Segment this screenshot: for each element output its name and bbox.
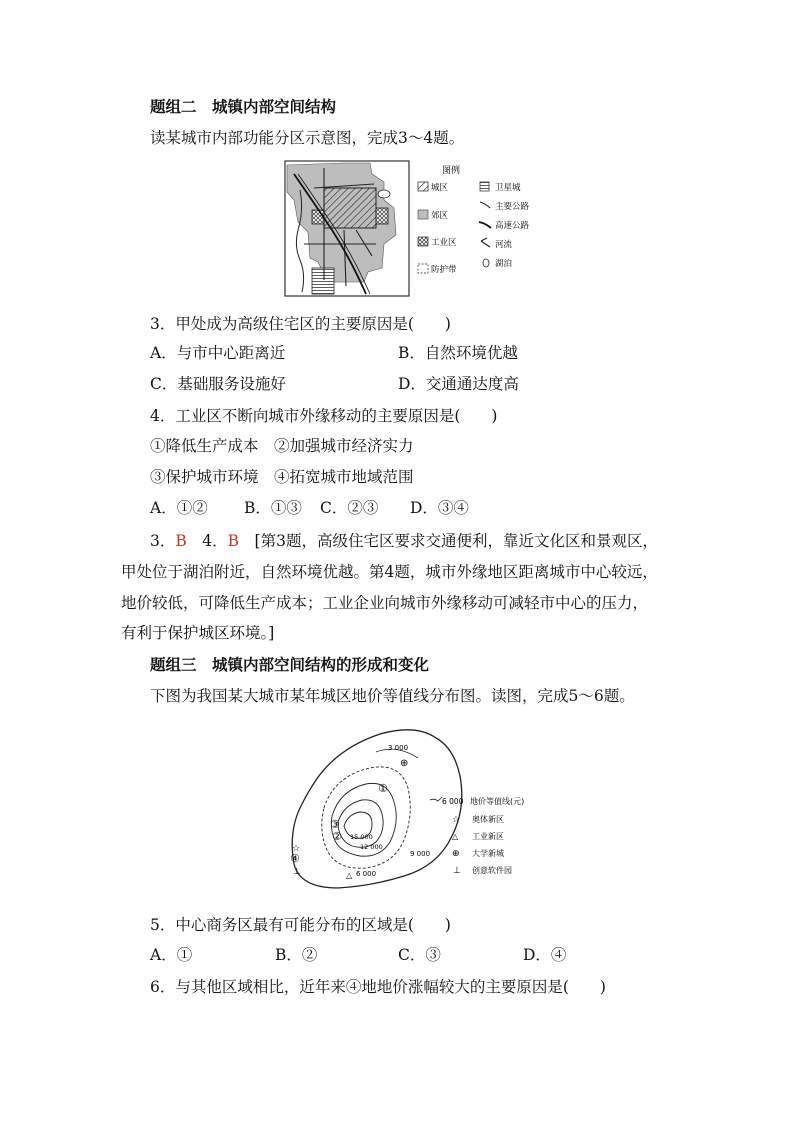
isoline-label-3000: 3 000 <box>388 744 409 752</box>
city-zoning-map <box>284 160 546 300</box>
legend-lake: 湖泊 <box>495 259 513 269</box>
legend-isoline-value: 6 000 <box>442 797 464 806</box>
answer-line <box>150 530 658 552</box>
zone-4: ④ <box>290 852 300 865</box>
q5-option-b: B．② <box>275 946 318 964</box>
legend-satellite-swatch <box>480 182 489 191</box>
legend-main-road-swatch <box>480 202 490 208</box>
satellite-town <box>312 268 334 294</box>
q4-option-a: A．①② <box>150 499 208 517</box>
city-boundary <box>292 730 462 888</box>
zone-2: ② <box>332 830 342 843</box>
q5-option-d: D．④ <box>523 946 567 964</box>
software-park-symbol: ⊥ <box>293 867 301 877</box>
legend-buffer-swatch <box>418 264 428 273</box>
legend-river: 河流 <box>495 240 513 250</box>
group3-intro: 下图为我国某大城市某年城区地价等值线分布图。读图，完成5～6题。 <box>150 687 635 705</box>
q3-option-d: D．交通通达度高 <box>398 375 519 393</box>
q4-option-b: B．①③ <box>244 499 302 517</box>
zone-1: ① <box>378 782 388 795</box>
q4-items-2: ③保护城市环境 ④拓宽城市地域范围 <box>150 468 414 486</box>
q3-option-a: A．与市中心距离近 <box>150 344 286 362</box>
q5-stem: 5．中心商务区最有可能分布的区域是( ) <box>150 916 451 934</box>
q3-stem: 3．甲处成为高级住宅区的主要原因是( ) <box>150 315 451 333</box>
legend-highway: 高速公路 <box>495 221 530 231</box>
zone-3: ③ <box>330 818 340 831</box>
q5-option-c: C．③ <box>398 946 441 964</box>
legend-industrial: 工业新区 <box>472 832 504 841</box>
answer-3-choice: B <box>175 532 187 550</box>
explanation-line-4: 有利于保护城区环境。] <box>121 624 275 642</box>
legend-river-swatch <box>481 238 490 247</box>
legend-university: 大学新城 <box>472 849 504 858</box>
legend-highway-swatch <box>479 222 491 228</box>
legend-suburb: 郊区 <box>431 211 449 221</box>
olympic-symbol: ☆ <box>292 844 301 854</box>
explanation-line-2: 甲处位于湖泊附近，自然环境优越。第4题，城市外缘地区距离城市中心较远， <box>121 563 658 581</box>
q6-stem: 6．与其他区域相比，近年来④地地价涨幅较大的主要原因是( ) <box>150 978 606 996</box>
legend-urban: 城区 <box>431 183 449 193</box>
legend-suburb-swatch <box>418 210 428 219</box>
group2-intro: 读某城市内部功能分区示意图，完成3～4题。 <box>150 129 465 147</box>
q4-option-d: D．③④ <box>410 499 469 517</box>
q5-option-a: A．① <box>150 946 193 964</box>
explanation-line-1: [第3题，高级住宅区要求交通便利，靠近文化区和景观区， <box>239 532 658 550</box>
industrial-zone <box>312 210 324 224</box>
legend-university-symbol: ⊕ <box>452 849 460 859</box>
q4-items-1: ①降低生产成本 ②加强城市经济实力 <box>150 437 414 455</box>
q4-option-c: C．②③ <box>320 499 379 517</box>
university-symbol: ⊕ <box>400 758 409 769</box>
legend-satellite: 卫星城 <box>495 183 521 193</box>
industrial-zone <box>376 208 388 224</box>
legend-isoline: 地价等值线(元) <box>470 797 525 806</box>
isoline-label-12000: 12 000 <box>360 843 383 851</box>
industrial-symbol: △ <box>346 871 353 880</box>
urban-area <box>324 188 376 228</box>
legend-industrial-symbol: △ <box>452 832 459 841</box>
legend-buffer: 防护带 <box>431 265 457 275</box>
land-price-isoline-map <box>276 718 556 900</box>
isoline-label-6000: 6 000 <box>356 870 377 878</box>
legend-main-road: 主要公路 <box>495 202 530 212</box>
isoline-label-15000: 15 000 <box>350 833 373 841</box>
legend-industrial: 工业区 <box>431 238 457 248</box>
legend-software-symbol: ⊥ <box>453 866 461 876</box>
q3-option-c: C．基础服务设施好 <box>150 375 286 393</box>
answer-4-number: 4． <box>186 532 228 550</box>
explanation-line-3: 地价较低，可降低生产成本；工业企业向城市外缘移动可减轻市中心的压力， <box>121 594 649 612</box>
q4-stem: 4．工业区不断向城市外缘移动的主要原因是( ) <box>150 407 498 425</box>
legend-urban-swatch <box>418 182 428 191</box>
legend-olympic: 奥体新区 <box>472 815 504 824</box>
isoline-label-9000: 9 000 <box>410 850 431 858</box>
legend-lake-swatch <box>483 259 489 267</box>
lake <box>378 190 390 198</box>
legend-olympic-symbol: ☆ <box>452 815 461 825</box>
group2-heading: 题组二 城镇内部空间结构 <box>150 97 337 116</box>
legend-industrial-swatch <box>418 237 428 246</box>
legend-software: 创意软件园 <box>472 866 512 875</box>
legend-title: 图例 <box>442 166 461 176</box>
answer-3-number: 3． <box>150 532 176 550</box>
group3-heading: 题组三 城镇内部空间结构的形成和变化 <box>150 655 430 674</box>
answer-4-choice: B <box>227 532 240 550</box>
q3-option-b: B．自然环境优越 <box>398 344 518 362</box>
